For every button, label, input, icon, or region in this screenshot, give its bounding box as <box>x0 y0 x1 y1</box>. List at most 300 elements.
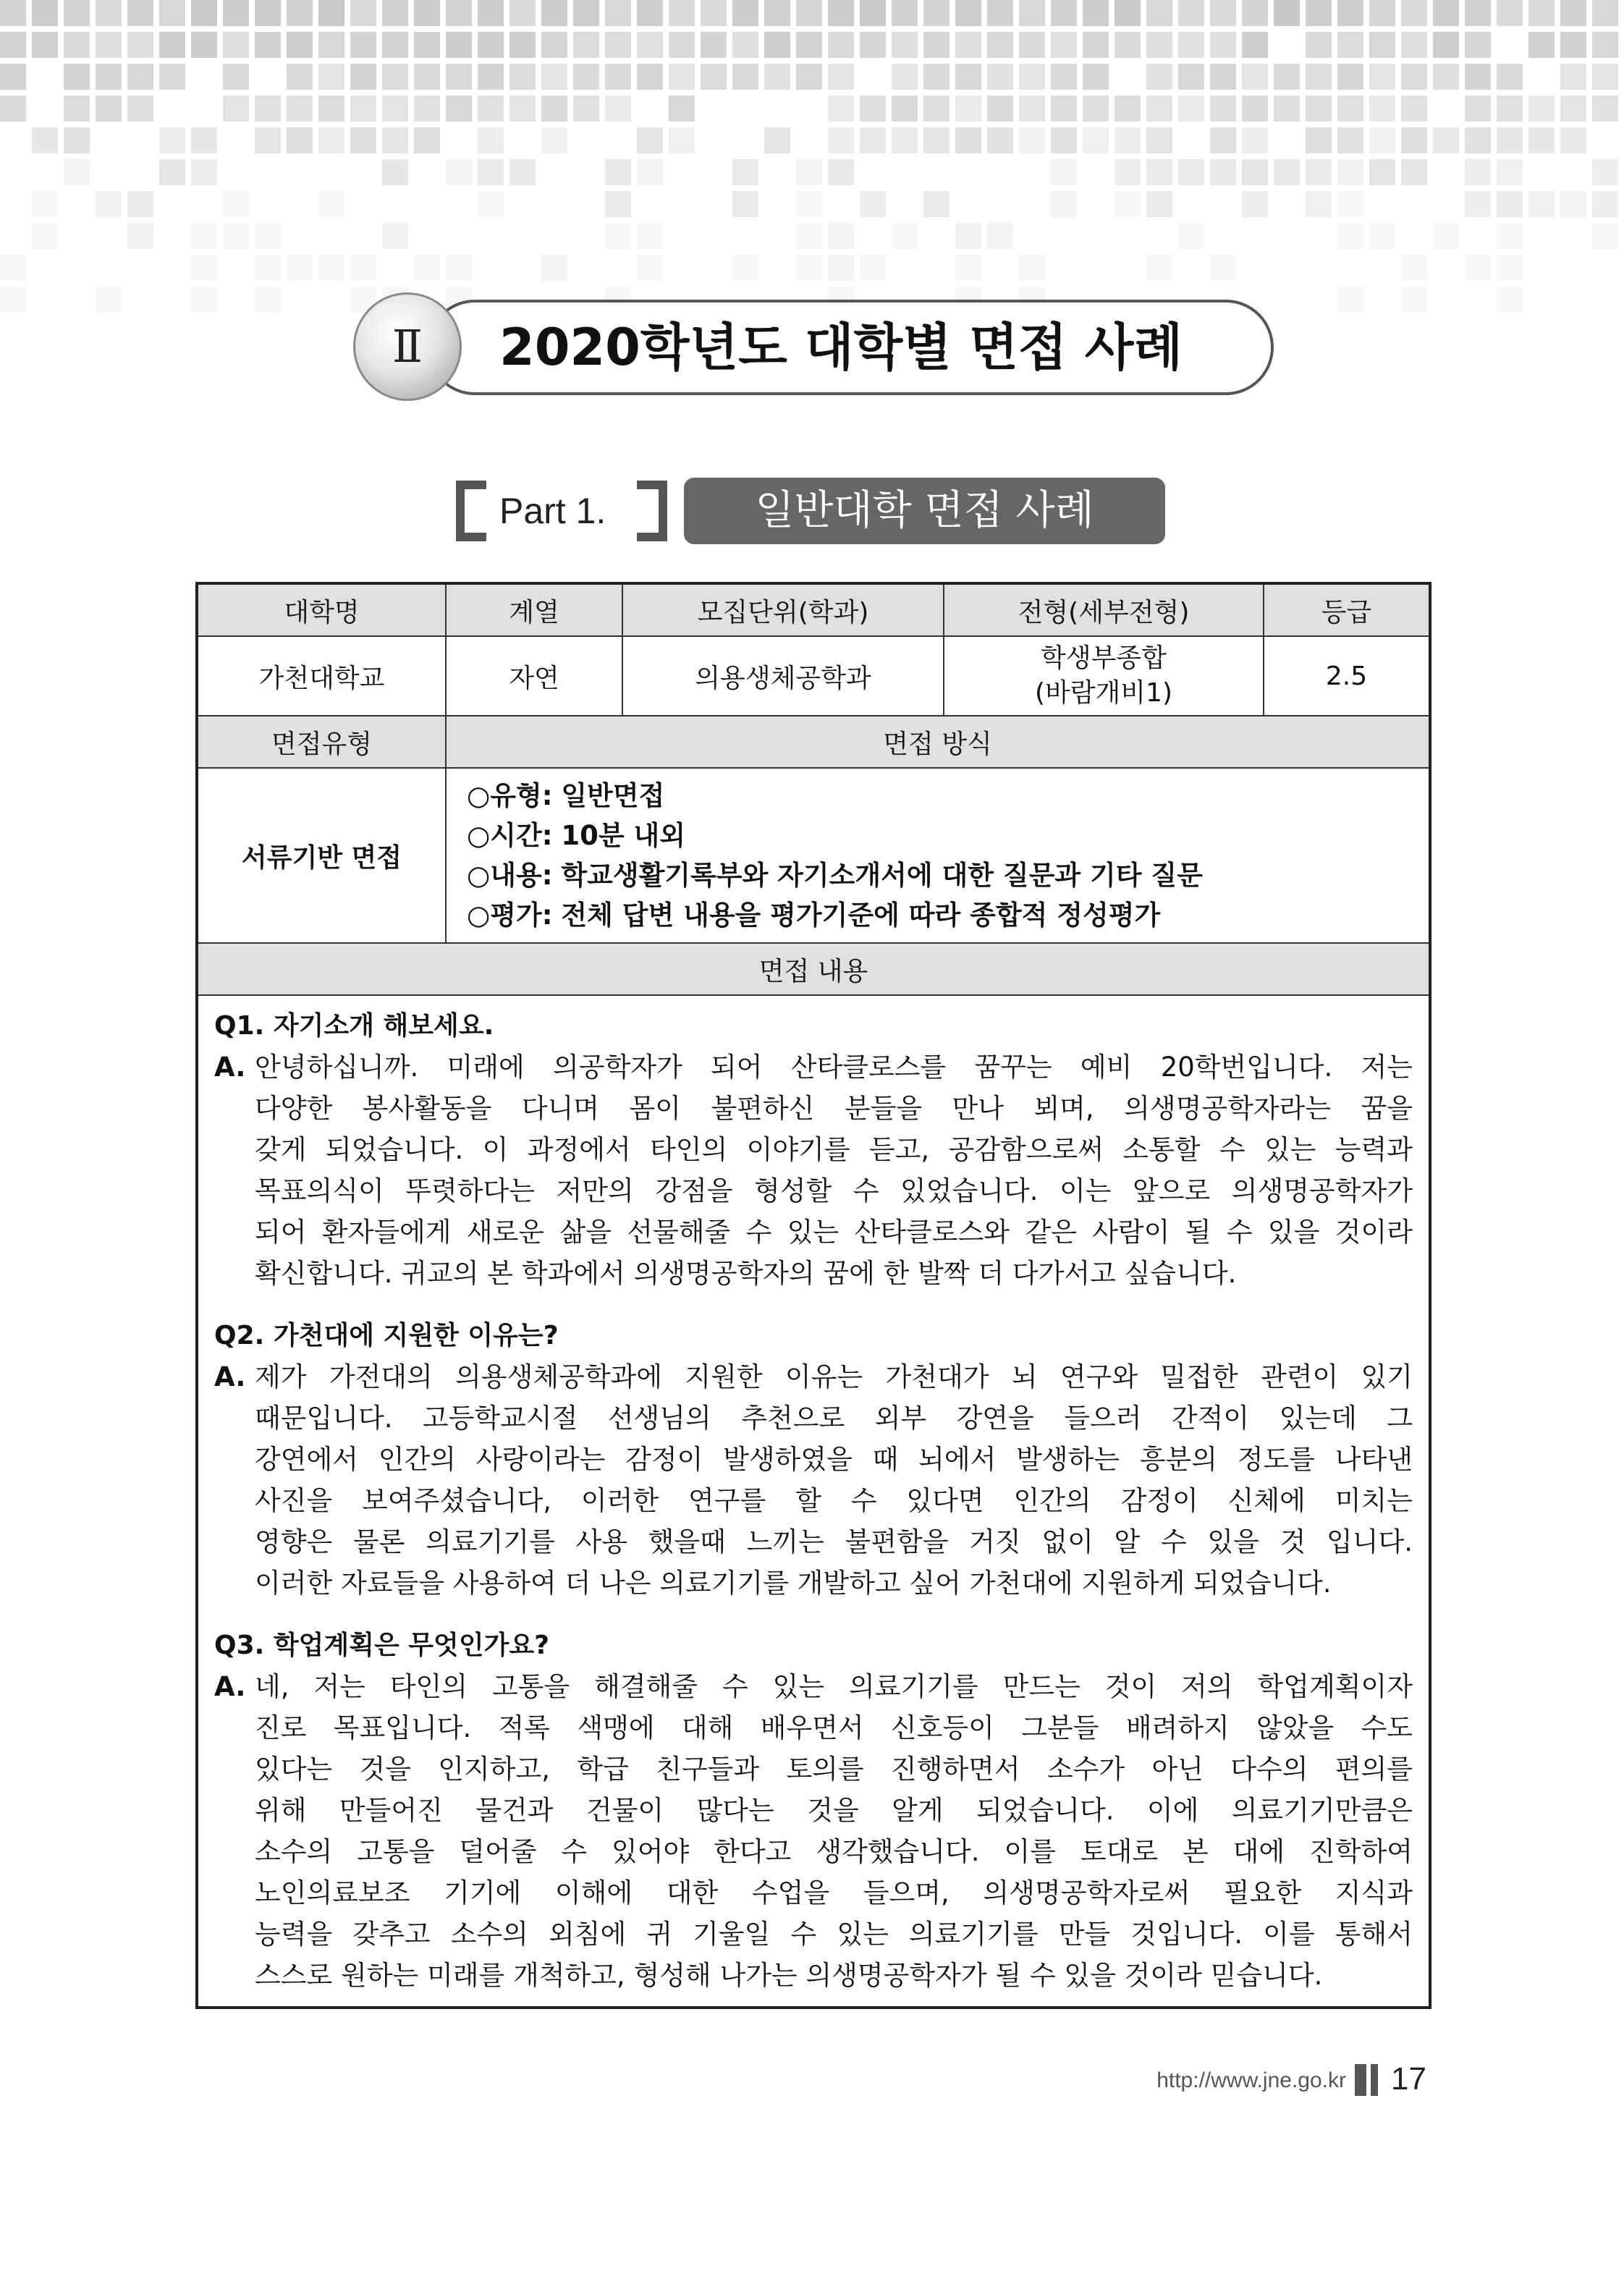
table-subheader-row <box>197 716 1430 768</box>
pattern-square <box>892 96 918 122</box>
pattern-square <box>287 255 313 281</box>
pattern-square <box>509 0 536 26</box>
pattern-square <box>1465 159 1491 185</box>
method-evaluation-line <box>467 895 1408 935</box>
pattern-square <box>1369 159 1395 185</box>
answer-line: 이러한 자료들을 사용하여 더 나은 의료기기를 개발하고 싶어 가천대에 지원하게 되었습니다. <box>255 1568 1332 1599</box>
pattern-square <box>1401 159 1427 185</box>
pattern-square <box>1178 96 1204 122</box>
pattern-square <box>1051 159 1077 185</box>
interview-type-cell: 서류기반 면접 <box>197 768 446 943</box>
pattern-square <box>96 64 122 90</box>
header-admission: 전형(세부전형) <box>944 583 1264 636</box>
pattern-square <box>414 127 440 153</box>
pattern-square <box>1528 191 1555 217</box>
pattern-square <box>732 191 758 217</box>
department-cell: 의용생체공학과 <box>622 636 944 716</box>
pattern-square <box>1369 127 1395 153</box>
pattern-square <box>1401 287 1427 313</box>
pattern-square <box>446 32 472 58</box>
table-subheader-row <box>197 943 1430 995</box>
pattern-square <box>414 32 440 58</box>
pattern-square <box>1178 0 1204 26</box>
pattern-square <box>255 127 281 153</box>
pattern-square <box>1146 191 1172 217</box>
pattern-square <box>1528 127 1555 153</box>
pattern-square <box>350 0 376 26</box>
pattern-square <box>828 32 854 58</box>
pattern-square <box>987 96 1013 122</box>
pattern-square <box>1210 96 1236 122</box>
method-value: 10분 내외 <box>561 820 685 851</box>
pattern-square <box>191 287 217 313</box>
pattern-square <box>1337 127 1363 153</box>
method-content-line <box>467 855 1408 895</box>
pattern-square <box>1497 223 1523 249</box>
pattern-square <box>1401 96 1427 122</box>
pattern-square <box>1306 32 1332 58</box>
pattern-square <box>1242 0 1268 26</box>
answer-line: 때문입니다. 고등학교시절 선생님의 추천으로 외부 강연을 들으러 간적이 있는데 그 <box>255 1403 1413 1434</box>
pattern-square <box>1433 0 1459 26</box>
pattern-square <box>1337 32 1363 58</box>
pattern-square <box>1337 191 1363 217</box>
pattern-square <box>159 64 185 90</box>
method-key: ○유형: <box>467 780 553 811</box>
pattern-square <box>0 96 26 122</box>
pattern-square <box>1019 64 1045 90</box>
header-grade: 등급 <box>1264 583 1430 636</box>
pattern-square <box>159 0 185 26</box>
pattern-square <box>987 127 1013 153</box>
pattern-square <box>96 287 122 313</box>
pattern-square <box>1178 64 1204 90</box>
pattern-square <box>1465 32 1491 58</box>
interview-type-header: 면접유형 <box>197 716 446 768</box>
pattern-square <box>1433 64 1459 90</box>
pattern-square <box>1433 223 1459 249</box>
pattern-square <box>127 191 153 217</box>
pattern-square <box>1401 127 1427 153</box>
pattern-square <box>1306 159 1332 185</box>
admission-cell <box>944 636 1264 716</box>
answer-line: 다양한 봉사활동을 다니며 몸이 불편하신 분들을 만나 뵈며, 의생명공학자라는 꿈을 <box>255 1093 1413 1124</box>
pattern-square <box>1019 0 1045 26</box>
pattern-square <box>860 96 886 122</box>
answer-line: 노인의료보조 기기에 이해에 대한 수업을 들으며, 의생명공학자로써 필요한 지식과 <box>255 1877 1413 1908</box>
header-field: 계열 <box>446 583 622 636</box>
pattern-square <box>414 255 440 281</box>
pattern-square <box>541 96 567 122</box>
pattern-square <box>509 159 536 185</box>
pattern-square <box>1242 127 1268 153</box>
pattern-square <box>1560 191 1586 217</box>
pattern-square <box>892 0 918 26</box>
pattern-square <box>923 96 950 122</box>
pattern-square <box>987 0 1013 26</box>
qa-list <box>214 1006 1413 1996</box>
pattern-square <box>955 127 981 153</box>
pattern-square <box>541 64 567 90</box>
pattern-square <box>1369 0 1395 26</box>
pattern-square <box>669 0 695 26</box>
pattern-square <box>318 0 344 26</box>
pattern-square <box>573 0 599 26</box>
pattern-square <box>764 64 790 90</box>
pattern-square <box>191 223 217 249</box>
pattern-square <box>96 191 122 217</box>
pattern-square <box>796 32 822 58</box>
pattern-square <box>637 64 663 90</box>
answer-line: 확신합니다. 귀교의 본 학과에서 의생명공학자의 꿈에 한 발짝 더 다가서고 싶습니다. <box>255 1258 1237 1289</box>
chapter-number: Ⅱ <box>392 320 423 373</box>
pattern-square <box>255 287 281 313</box>
pattern-square <box>637 159 663 185</box>
pattern-square <box>32 32 58 58</box>
pattern-square <box>605 223 631 249</box>
pattern-square <box>732 255 758 281</box>
pattern-square <box>732 0 758 26</box>
pattern-square <box>1051 32 1077 58</box>
pattern-square <box>1083 96 1109 122</box>
pattern-square <box>764 32 790 58</box>
pattern-square <box>191 159 217 185</box>
pattern-square <box>64 32 90 58</box>
pattern-square <box>1560 32 1586 58</box>
pattern-square <box>1019 32 1045 58</box>
pattern-square <box>732 159 758 185</box>
pattern-square <box>350 96 376 122</box>
pattern-square <box>1369 223 1395 249</box>
pattern-square <box>32 127 58 153</box>
pattern-square <box>1083 127 1109 153</box>
pattern-square <box>446 159 472 185</box>
page-number: 17 <box>1391 2061 1426 2097</box>
pattern-square <box>605 64 631 90</box>
pattern-square <box>287 127 313 153</box>
pattern-square <box>605 96 631 122</box>
pattern-square <box>828 255 854 281</box>
pattern-square <box>318 32 344 58</box>
pattern-square <box>1592 191 1618 217</box>
answer-line: 안녕하십니까. 미래에 의공학자가 되어 산타클로스를 꿈꾸는 예비 20학번입니다. 저는 <box>255 1052 1413 1083</box>
pattern-square <box>828 127 854 153</box>
pattern-square <box>637 0 663 26</box>
pattern-square <box>1242 64 1268 90</box>
pattern-square <box>255 32 281 58</box>
question: Q3. 학업계획은 무엇인가요? <box>214 1631 550 1660</box>
pattern-square <box>955 255 981 281</box>
question: Q2. 가천대에 지원한 이유는? <box>214 1321 559 1350</box>
pattern-square <box>1497 127 1523 153</box>
pattern-square <box>605 159 631 185</box>
answer-line: 네, 저는 타인의 고통을 해결해줄 수 있는 의료기기를 만드는 것이 저의 학업계획이자 <box>255 1671 1413 1702</box>
pattern-square <box>987 223 1013 249</box>
pattern-square <box>1051 96 1077 122</box>
pattern-square <box>32 0 58 26</box>
pattern-square <box>1115 127 1141 153</box>
pattern-square <box>923 127 950 153</box>
pattern-square <box>318 191 344 217</box>
pattern-square <box>1115 159 1141 185</box>
pattern-square <box>1337 0 1363 26</box>
pattern-square <box>1465 255 1491 281</box>
pattern-square <box>318 96 344 122</box>
pattern-square <box>796 223 822 249</box>
pattern-square <box>64 96 90 122</box>
method-value: 학교생활기록부와 자기소개서에 대한 질문과 기타 질문 <box>561 860 1203 891</box>
pattern-square <box>1210 32 1236 58</box>
pattern-square <box>1560 64 1586 90</box>
pattern-square <box>1146 32 1172 58</box>
pattern-square <box>96 0 122 26</box>
pattern-square <box>350 127 376 153</box>
pattern-square <box>1369 96 1395 122</box>
pattern-square <box>955 0 981 26</box>
pattern-square <box>64 159 90 185</box>
pattern-square <box>605 191 631 217</box>
pattern-square <box>32 191 58 217</box>
pattern-square <box>223 96 249 122</box>
pattern-square <box>96 96 122 122</box>
pattern-square <box>1115 32 1141 58</box>
pattern-square <box>1497 96 1523 122</box>
pattern-square <box>287 96 313 122</box>
pattern-square <box>1242 159 1268 185</box>
table-row <box>197 995 1430 2008</box>
answer-line: 소수의 고통을 덜어줄 수 있어야 한다고 생각했습니다. 이를 토대로 본 대에 진학하여 <box>255 1836 1413 1867</box>
pattern-square <box>1497 159 1523 185</box>
pattern-square <box>1146 96 1172 122</box>
pattern-square <box>860 127 886 153</box>
pattern-square <box>573 96 599 122</box>
pattern-square <box>287 64 313 90</box>
pattern-square <box>1051 127 1077 153</box>
pattern-square <box>1178 32 1204 58</box>
pattern-square <box>669 32 695 58</box>
pattern-square <box>223 191 249 217</box>
pattern-square <box>1210 64 1236 90</box>
university-cell: 가천대학교 <box>197 636 446 716</box>
pattern-square <box>382 127 408 153</box>
method-key: ○시간: <box>467 820 553 851</box>
pattern-square <box>1592 159 1618 185</box>
answer-line: 갖게 되었습니다. 이 과정에서 타인의 이야기를 듣고, 공감함으로써 소통할 수 있는 능력과 <box>255 1134 1413 1165</box>
answer-line: 능력을 갖추고 소수의 외침에 귀 기울일 수 있는 의료기기를 만들 것입니다. 이를 통해서 <box>255 1919 1413 1950</box>
pattern-square <box>1146 255 1172 281</box>
pattern-square <box>255 96 281 122</box>
table-header-row <box>197 583 1430 636</box>
pattern-square <box>1465 191 1491 217</box>
answer <box>214 1666 1413 1996</box>
pattern-square <box>764 0 790 26</box>
pattern-square <box>382 32 408 58</box>
pattern-square <box>1306 96 1332 122</box>
pattern-square <box>318 255 344 281</box>
header-pixel-pattern <box>0 0 1624 340</box>
pattern-square <box>573 64 599 90</box>
pattern-square <box>1433 32 1459 58</box>
pattern-square <box>1497 255 1523 281</box>
pattern-square <box>1115 0 1141 26</box>
pattern-square <box>892 127 918 153</box>
pattern-square <box>478 191 504 217</box>
pattern-square <box>923 191 950 217</box>
answer-line: 진로 목표입니다. 적록 색맹에 대해 배우면서 신호등이 그분들 배려하지 않았을 수도 <box>255 1712 1413 1743</box>
pattern-square <box>1274 96 1300 122</box>
admission-type: 학생부종합 <box>1041 643 1167 673</box>
pattern-square <box>828 96 854 122</box>
method-value: 전체 답변 내용을 평가기준에 따라 종합적 정성평가 <box>561 900 1161 931</box>
pattern-square <box>955 64 981 90</box>
pattern-square <box>1401 0 1427 26</box>
pattern-square <box>1401 32 1427 58</box>
pattern-square <box>637 255 663 281</box>
pattern-square <box>255 255 281 281</box>
pattern-square <box>1146 64 1172 90</box>
pattern-square <box>1433 127 1459 153</box>
pattern-square <box>1592 64 1618 90</box>
pattern-square <box>1274 0 1300 26</box>
pattern-square <box>382 159 408 185</box>
pattern-square <box>701 0 727 26</box>
interview-table <box>195 582 1431 2009</box>
pattern-square <box>860 191 886 217</box>
pattern-square <box>159 32 185 58</box>
pattern-square <box>1146 0 1172 26</box>
pattern-square <box>255 0 281 26</box>
pattern-square <box>1465 64 1491 90</box>
pattern-square <box>446 255 472 281</box>
pattern-square <box>669 96 695 122</box>
pattern-square <box>923 32 950 58</box>
pattern-square <box>1497 64 1523 90</box>
pattern-square <box>796 255 822 281</box>
pattern-square <box>64 0 90 26</box>
interview-method-header: 면접 방식 <box>446 716 1430 768</box>
pattern-square <box>0 0 26 26</box>
pattern-square <box>223 64 249 90</box>
pattern-square <box>127 0 153 26</box>
pattern-square <box>1592 96 1618 122</box>
pattern-square <box>509 96 536 122</box>
answer-line: 되어 환자들에게 새로운 삶을 선물해줄 수 있는 산타클로스와 같은 사람이 될 수 있을 것이라 <box>255 1217 1413 1248</box>
pattern-square <box>796 191 822 217</box>
pattern-square <box>1306 64 1332 90</box>
pattern-square <box>191 32 217 58</box>
answer-line: 위해 만들어진 물건과 건물이 많다는 것을 알게 되었습니다. 이에 의료기기만큼은 <box>255 1795 1413 1826</box>
pattern-square <box>828 223 854 249</box>
answer-line: 스스로 원하는 미래를 개척하고, 형성해 나가는 의생명공학자가 될 수 있을 것이라 믿습니다. <box>255 1960 1323 1991</box>
pattern-square <box>382 223 408 249</box>
method-time-line <box>467 816 1408 855</box>
pattern-square <box>860 255 886 281</box>
pattern-square <box>1528 0 1555 26</box>
qa-item <box>214 1316 1413 1604</box>
pattern-square <box>64 127 90 153</box>
pattern-square <box>0 255 26 281</box>
pattern-square <box>892 223 918 249</box>
pattern-square <box>1051 64 1077 90</box>
pattern-square <box>191 0 217 26</box>
method-type-line <box>467 776 1408 816</box>
pattern-square <box>1337 64 1363 90</box>
pattern-square <box>955 32 981 58</box>
pattern-square <box>541 32 567 58</box>
pattern-square <box>637 127 663 153</box>
pattern-square <box>1115 191 1141 217</box>
pattern-square <box>828 159 854 185</box>
chapter-title: 2020학년도 대학별 면접 사례 <box>499 318 1183 377</box>
pattern-square <box>923 64 950 90</box>
pattern-square <box>860 0 886 26</box>
pattern-square <box>1337 223 1363 249</box>
pattern-square <box>605 0 631 26</box>
pattern-square <box>318 64 344 90</box>
pattern-square <box>478 64 504 90</box>
pattern-square <box>1242 32 1268 58</box>
answer-mark: A. <box>214 1361 246 1392</box>
pattern-square <box>446 0 472 26</box>
pattern-square <box>414 96 440 122</box>
pattern-square <box>223 32 249 58</box>
table-row <box>197 768 1430 943</box>
interview-method-cell <box>446 768 1430 943</box>
pattern-square <box>541 127 567 153</box>
pattern-square <box>1083 32 1109 58</box>
pattern-square <box>127 32 153 58</box>
answer-mark: A. <box>214 1671 246 1702</box>
grade-cell: 2.5 <box>1264 636 1430 716</box>
method-key: ○내용: <box>467 860 553 891</box>
pattern-square <box>478 0 504 26</box>
pattern-square <box>318 127 344 153</box>
pattern-square <box>637 32 663 58</box>
pattern-square <box>1560 96 1586 122</box>
pattern-square <box>1560 127 1586 153</box>
pattern-square <box>1210 0 1236 26</box>
table-row <box>197 636 1430 716</box>
answer-line: 강연에서 인간의 사랑이라는 감정이 발생하였을 때 뇌에서 발생하는 흥분의 정도를 나타낸 <box>255 1444 1413 1475</box>
pattern-square <box>0 32 26 58</box>
pattern-square <box>1306 127 1332 153</box>
pattern-square <box>1306 0 1332 26</box>
interview-content-header: 면접 내용 <box>197 943 1430 995</box>
method-key: ○평가: <box>467 900 553 931</box>
part-bracket-left <box>456 481 486 541</box>
pattern-square <box>1242 96 1268 122</box>
pattern-square <box>1210 159 1236 185</box>
pattern-square <box>414 0 440 26</box>
pattern-square <box>1465 127 1491 153</box>
admission-subtype: (바람개비1) <box>1034 678 1173 708</box>
question: Q1. 자기소개 해보세요. <box>214 1011 494 1041</box>
pattern-square <box>255 223 281 249</box>
pattern-square <box>1115 96 1141 122</box>
pattern-square <box>1051 191 1077 217</box>
pattern-square <box>732 32 758 58</box>
footer-bars-icon <box>1355 2064 1381 2096</box>
answer-line: 사진을 보여주셨습니다, 이러한 연구를 할 수 있다면 인간의 감정이 신체에 미치는 <box>255 1485 1413 1516</box>
pattern-square <box>223 0 249 26</box>
pattern-square <box>1306 191 1332 217</box>
pattern-square <box>1083 64 1109 90</box>
pattern-square <box>509 32 536 58</box>
header-university: 대학명 <box>197 583 446 636</box>
pattern-square <box>350 64 376 90</box>
pattern-square <box>987 32 1013 58</box>
pattern-square <box>191 127 217 153</box>
